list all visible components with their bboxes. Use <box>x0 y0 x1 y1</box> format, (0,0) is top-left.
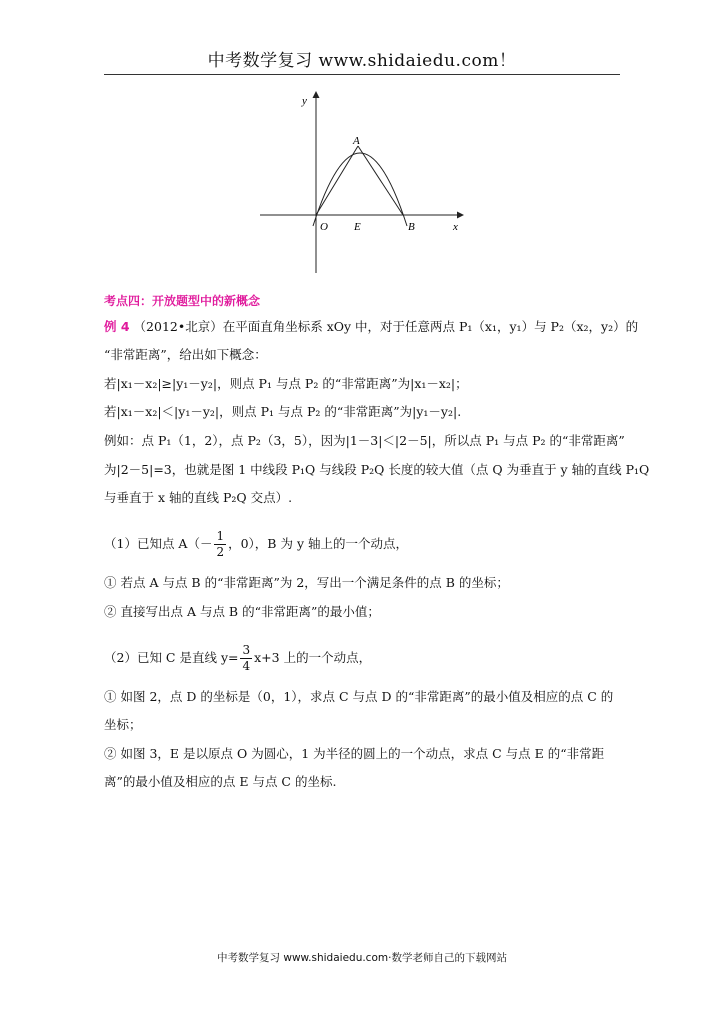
example-explanation-1: 例如：点 P₁（1，2），点 P₂（3，5），因为|1－3|＜|2－5|，所以点 P₁ 与点 P₂ 的“非常距离” <box>104 433 625 448</box>
example-label: 例 4 <box>104 319 130 334</box>
question-1-part-1: ① 若点 A 与点 B 的“非常距离”为 2，写出一个满足条件的点 B 的坐标； <box>104 575 509 590</box>
definition-case-1: 若|x₁－x₂|≥|y₁－y₂|，则点 P₁ 与点 P₂ 的“非常距离”为|x₁－x₂|； <box>104 376 468 391</box>
fraction-denominator: 4 <box>242 659 251 673</box>
question-2-part-1: ① 如图 2，点 D 的坐标是（0，1），求点 C 与点 D 的“非常距离”的最小值及相应的点 C 的 <box>104 689 614 704</box>
parabola-diagram <box>255 88 470 273</box>
example-line-1 <box>104 318 638 336</box>
point-b-label: B <box>408 221 415 233</box>
parabola-figure <box>255 88 470 273</box>
fraction-one-half <box>214 529 226 560</box>
question-2-part-2-cont: 离”的最小值及相应的点 E 与点 C 的坐标. <box>104 774 337 789</box>
page-footer: 中考数学复习 www.shidaiedu.com·数学老师自己的下载网站 <box>217 952 507 964</box>
fraction-three-quarters <box>240 643 252 674</box>
fraction-numerator: 3 <box>242 643 251 657</box>
question-1 <box>104 527 408 561</box>
section-title: 考点四：开放题型中的新概念 <box>104 294 261 308</box>
fraction-denominator: 2 <box>216 545 225 559</box>
x-axis-label: x <box>453 221 458 233</box>
y-axis-label: y <box>302 95 307 107</box>
example-explanation-3: 与垂直于 x 轴的直线 P₂Q 交点）. <box>104 490 293 505</box>
segment-oa <box>316 146 358 215</box>
question-1-part-2: ② 直接写出点 A 与点 B 的“非常距离”的最小值； <box>104 604 380 619</box>
page-header: 中考数学复习 www.shidaiedu.com！ <box>207 51 517 71</box>
example-line-1-text: （2012•北京）在平面直角坐标系 xOy 中，对于任意两点 P₁（x₁，y₁）与 P₂（x₂，y₂）的 <box>133 319 639 334</box>
question-2 <box>104 641 371 675</box>
fraction-numerator: 1 <box>216 529 225 543</box>
question-2-part-2: ② 如图 3，E 是以原点 O 为圆心，1 为半径的圆上的一个动点，求点 C 与点 E 的“非常距 <box>104 746 605 761</box>
point-e-label: E <box>354 221 361 233</box>
definition-intro: “非常距离”，给出如下概念： <box>104 347 267 362</box>
segment-ab <box>358 146 403 215</box>
question-2-post: x+3 上的一个动点， <box>254 650 372 665</box>
question-2-pre: （2）已知 C 是直线 y= <box>104 650 239 665</box>
definition-case-2: 若|x₁－x₂|＜|y₁－y₂|，则点 P₁ 与点 P₂ 的“非常距离”为|y₁－y₂|. <box>104 404 462 419</box>
origin-label: O <box>320 221 328 233</box>
example-explanation-2: 为|2－5|=3，也就是图 1 中线段 P₁Q 与线段 P₂Q 长度的较大值（点 Q 为垂直于 y 轴的直线 P₁Q <box>104 462 650 477</box>
question-2-part-1-cont: 坐标； <box>104 717 142 732</box>
header-divider <box>104 74 620 75</box>
question-1-post: ，0），B 为 y 轴上的一个动点， <box>228 536 408 551</box>
question-1-pre: （1）已知点 A（－ <box>104 536 213 551</box>
point-a-label: A <box>353 135 360 147</box>
